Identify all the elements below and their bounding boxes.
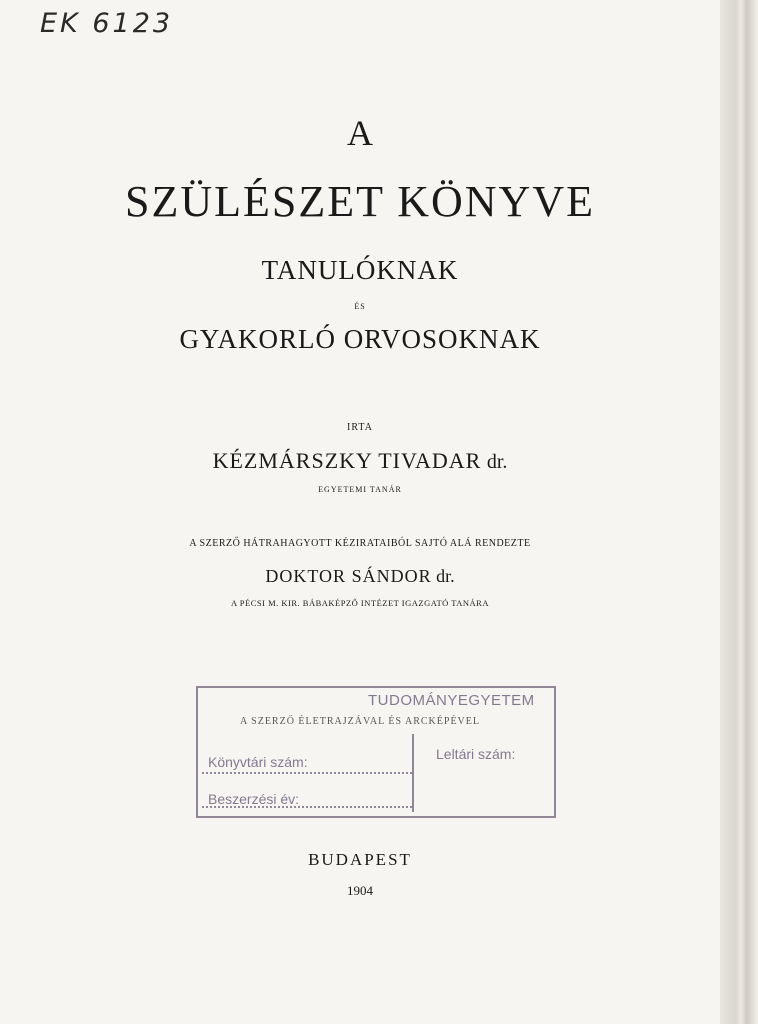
editor-line <box>0 566 720 587</box>
title-main: SZÜLÉSZET KÖNYVE <box>125 177 595 226</box>
author-intro: IRTA <box>347 422 373 433</box>
stamp-line-2 <box>202 806 412 808</box>
title-line-1: TANULÓKNAK <box>261 255 459 285</box>
editor-name: DOKTOR SÁNDOR <box>265 566 432 586</box>
author-role: EGYETEMI TANÁR <box>318 485 402 494</box>
stamp-catalog-label: Könyvtári szám: <box>208 754 308 770</box>
page-edge <box>720 0 758 1024</box>
stamp-header: TUDOMÁNYEGYETEM <box>368 692 535 709</box>
editor-role: A PÉCSI M. KIR. BÁBAKÉPZŐ INTÉZET IGAZGATÓ TANÁRA <box>231 598 489 608</box>
title-conjunction: ÉS <box>354 302 366 311</box>
stamp-acquisition-label: Beszerzési év: <box>208 791 300 807</box>
editor-suffix: dr. <box>436 566 455 586</box>
handwritten-shelfmark: EK 6123 <box>40 8 174 39</box>
imprint-year: 1904 <box>347 883 373 898</box>
imprint-city: BUDAPEST <box>308 850 412 869</box>
stamp-line-1 <box>202 772 412 774</box>
title-line-2: GYAKORLÓ ORVOSOKNAK <box>179 324 541 354</box>
stamp-inventory-label: Leltári szám: <box>436 746 516 762</box>
author-suffix: dr. <box>486 451 508 473</box>
library-stamp <box>196 686 556 818</box>
author-line <box>0 448 720 474</box>
portrait-note: A SZERZŐ ÉLETRAJZÁVAL ÉS ARCKÉPÉVEL <box>239 716 480 727</box>
author-name: KÉZMÁRSZKY TIVADAR <box>212 448 482 473</box>
stamp-divider <box>412 734 414 812</box>
title-article: A <box>347 113 373 153</box>
editor-intro: A SZERZŐ HÁTRAHAGYOTT KÉZIRATAIBÓL SAJTÓ ALÁ RENDEZTE <box>189 538 531 549</box>
